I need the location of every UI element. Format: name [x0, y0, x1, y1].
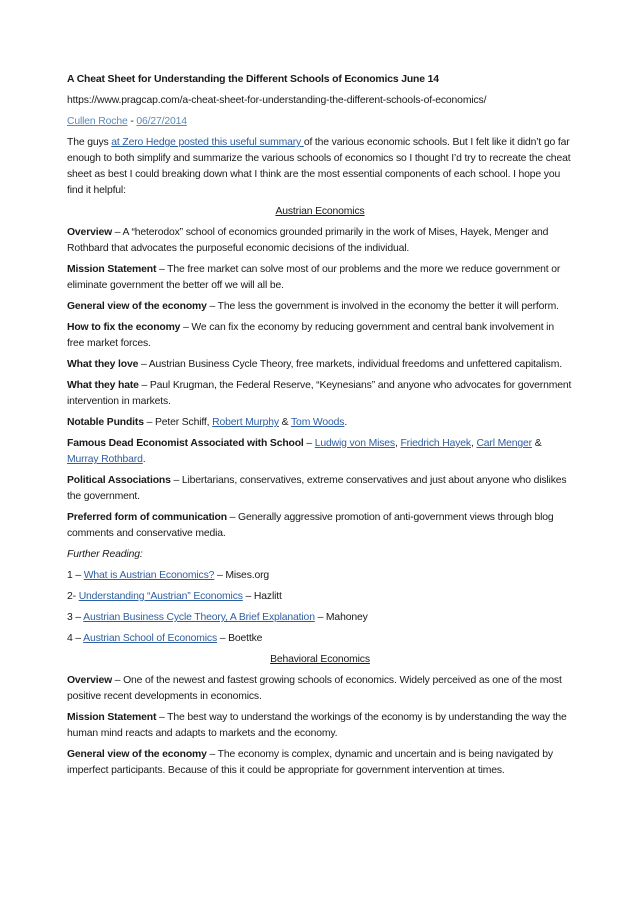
dead-economist-label: Famous Dead Economist Associated with School [67, 438, 304, 449]
dead-amp: & [531, 438, 542, 449]
further-reading-heading: Further Reading: [67, 549, 143, 560]
austrian-hate [67, 378, 573, 410]
reading-source: – Mahoney [314, 612, 368, 623]
mises-link[interactable]: Ludwig von Mises [314, 438, 395, 449]
love-text: – Austrian Business Cycle Theory, free markets, individual freedoms and unfettered capitalism. [138, 359, 562, 370]
general-view-text: – The less the government is involved in the economy the better it will perform. [206, 301, 559, 312]
political-text: – Libertarians, conservatives, extreme conservatives and just about anyone who dislikes the government. [67, 475, 567, 502]
intro-text-start: The guys [67, 137, 112, 148]
mission-label: Mission Statement [67, 264, 157, 275]
mission-text: – The best way to understand the workings of the economy is by understanding the way the human mind reacts and adapts to markets and the economy. [67, 712, 567, 739]
tom-woods-link[interactable]: Tom Woods [291, 417, 345, 428]
dead-pre: – [303, 438, 315, 449]
austrian-dead-economists [67, 436, 573, 468]
austrian-mission [67, 262, 573, 294]
reading-number: 2- [67, 591, 79, 602]
reading-item [67, 568, 573, 584]
reading-link[interactable]: What is Austrian Economics? [83, 570, 215, 581]
behavioral-general-view [67, 747, 573, 779]
love-label: What they love [67, 359, 139, 370]
reading-number: 1 – [67, 570, 84, 581]
hayek-link[interactable]: Friedrich Hayek [400, 438, 471, 449]
dead-end: . [142, 454, 146, 465]
source-url: https://www.pragcap.com/a-cheat-sheet-for-understanding-the-different-schools-of-economics/ [67, 95, 487, 106]
communication-label: Preferred form of communication [67, 512, 227, 523]
reading-link[interactable]: Understanding “Austrian” Economics [78, 591, 243, 602]
robert-murphy-link[interactable]: Robert Murphy [212, 417, 279, 428]
austrian-fix [67, 320, 573, 352]
austrian-heading-text: Austrian Economics [275, 206, 365, 217]
hate-label: What they hate [67, 380, 139, 391]
hate-text: – Paul Krugman, the Federal Reserve, “Keynesians” and anyone who advocates for government intervention in markets. [67, 380, 572, 407]
fix-text: – We can fix the economy by reducing government and central bank involvement in free market forces. [67, 322, 554, 349]
dead-comma-2: , [470, 438, 477, 449]
reading-item [67, 589, 573, 605]
byline-separator: - [127, 116, 137, 127]
general-view-text: – The economy is complex, dynamic and uncertain and is being navigated by imperfect participants. Because of this it could be appropriate for government intervention at times. [67, 749, 553, 776]
behavioral-heading [67, 652, 573, 668]
reading-link[interactable]: Austrian School of Economics [83, 633, 218, 644]
author-link[interactable]: Cullen Roche [67, 116, 128, 127]
austrian-heading [67, 204, 573, 220]
pundits-label: Notable Pundits [67, 417, 144, 428]
byline [67, 114, 573, 130]
rothbard-link[interactable]: Murray Rothbard [67, 454, 143, 465]
dead-comma-1: , [394, 438, 401, 449]
reading-item [67, 631, 573, 647]
political-label: Political Associations [67, 475, 171, 486]
pundits-text: – Peter Schiff, [143, 417, 213, 428]
reading-number: 4 – [67, 633, 84, 644]
austrian-communication [67, 510, 573, 542]
reading-number: 3 – [67, 612, 84, 623]
communication-text: – Generally aggressive promotion of anti-government views through blog comments and conservative media. [67, 512, 554, 539]
reading-source: – Mises.org [214, 570, 270, 581]
pundits-amp: & [278, 417, 292, 428]
behavioral-mission [67, 710, 573, 742]
intro-text-rest: of the various economic schools. But I felt like it didn’t go far enough to both simplify and summarize the various schools of economics so I thought I’d try to recreate the cheat sheet as best I could breaking down what I think are the most essential components of each school. I hope you find it helpful: [67, 137, 571, 196]
overview-text: – One of the newest and fastest growing schools of economics. Widely perceived as one of the most positive recent developments in economics. [67, 675, 562, 702]
document-page [67, 72, 573, 784]
reading-source: – Boettke [217, 633, 263, 644]
austrian-pundits [67, 415, 573, 431]
behavioral-heading-text: Behavioral Economics [270, 654, 370, 665]
austrian-general-view [67, 299, 573, 315]
general-view-label: General view of the economy [67, 749, 207, 760]
mission-text: – The free market can solve most of our problems and the more we reduce government or eliminate government the better off we will all be. [67, 264, 561, 291]
pundits-end: . [344, 417, 348, 428]
general-view-label: General view of the economy [67, 301, 207, 312]
overview-label: Overview [67, 675, 113, 686]
overview-label: Overview [67, 227, 113, 238]
behavioral-overview [67, 673, 573, 705]
overview-text: – A “heterodox” school of economics grounded primarily in the work of Mises, Hayek, Menger and Rothbard that advocates the purposeful economic decisions of the individual. [67, 227, 549, 254]
reading-link[interactable]: Austrian Business Cycle Theory, A Brief Explanation [83, 612, 315, 623]
document-title: A Cheat Sheet for Understanding the Different Schools of Economics June 14 [67, 74, 439, 85]
austrian-overview [67, 225, 573, 257]
austrian-love [67, 357, 573, 373]
intro-paragraph [67, 135, 573, 199]
reading-source: – Hazlitt [242, 591, 282, 602]
menger-link[interactable]: Carl Menger [476, 438, 532, 449]
austrian-political [67, 473, 573, 505]
fix-label: How to fix the economy [67, 322, 181, 333]
mission-label: Mission Statement [67, 712, 157, 723]
zero-hedge-link[interactable]: at Zero Hedge posted this useful summary [111, 137, 304, 148]
reading-item [67, 610, 573, 626]
date-link[interactable]: 06/27/2014 [136, 116, 187, 127]
